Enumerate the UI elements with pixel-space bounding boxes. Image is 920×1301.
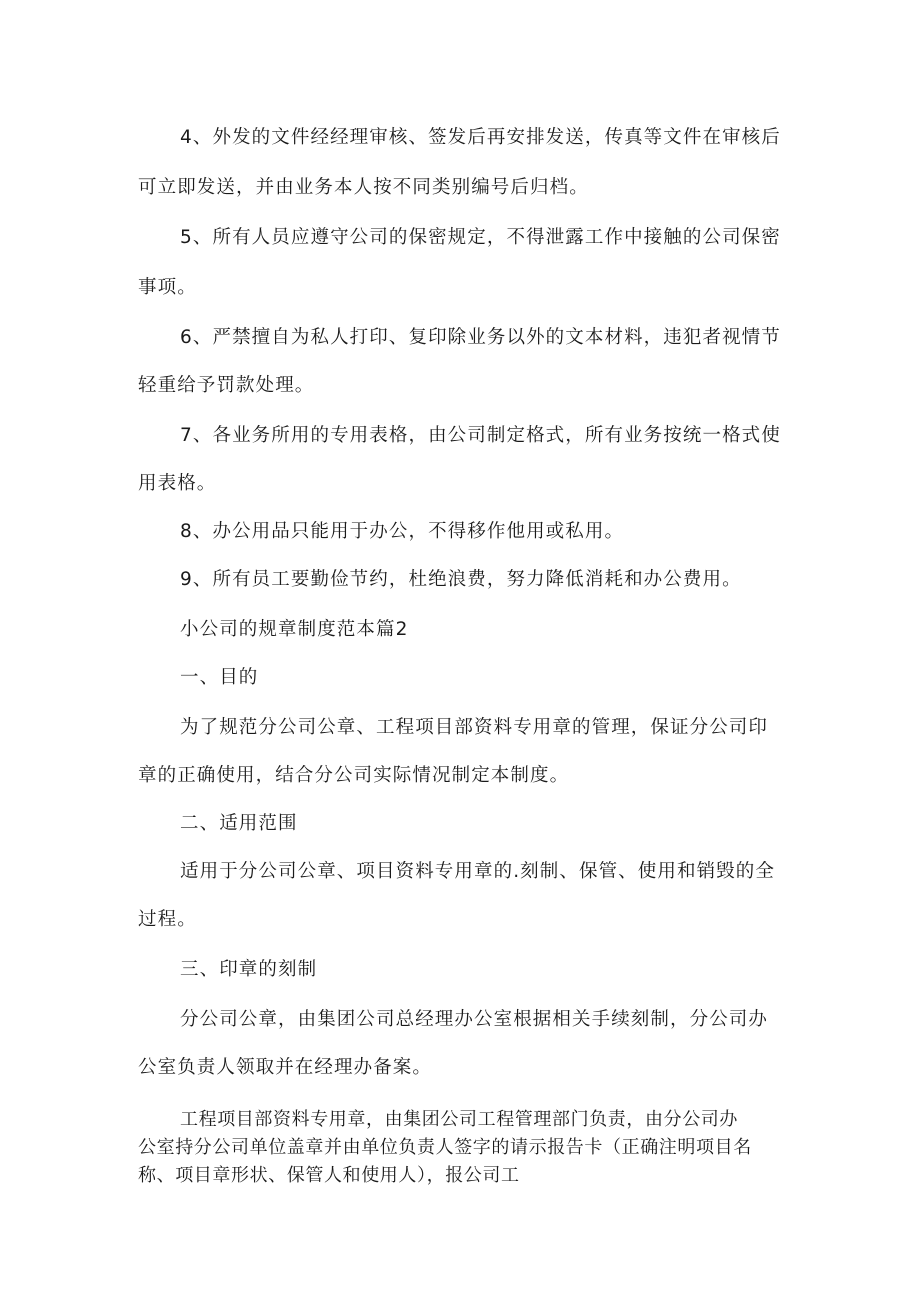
- list-item-9: 9、所有员工要勤俭节约，杜绝浪费，努力降低消耗和办公费用。: [180, 569, 742, 590]
- list-item-4-line-1: 4、外发的文件经经理审核、签发后再安排发送，传真等文件在审核后: [180, 127, 781, 148]
- list-item-7-line-2: 用表格。: [138, 473, 217, 494]
- paragraph-4-line-2: 公室持分公司单位盖章并由单位负责人签字的请示报告卡（正确注明项目名: [138, 1137, 752, 1158]
- paragraph-4-line-3: 称、项目章形状、保管人和使用人），报公司工: [138, 1165, 520, 1186]
- paragraph-3-line-1: 分公司公章，由集团公司总经理办公室根据相关手续刻制，分公司办: [180, 1009, 769, 1030]
- heading-seal-making: 三、印章的刻制: [180, 959, 318, 980]
- paragraph-1-line-1: 为了规范分公司公章、工程项目部资料专用章的管理，保证分公司印: [180, 717, 769, 738]
- heading-purpose: 一、目的: [180, 667, 259, 688]
- list-item-5-line-1: 5、所有人员应遵守公司的保密规定，不得泄露工作中接触的公司保密: [180, 227, 781, 248]
- paragraph-2-line-2: 过程。: [138, 909, 197, 930]
- paragraph-1-line-2: 章的正确使用，结合分公司实际情况制定本制度。: [138, 765, 570, 786]
- paragraph-2-line-1: 适用于分公司公章、项目资料专用章的.刻制、保管、使用和销毁的全: [180, 861, 775, 882]
- paragraph-4-line-1: 工程项目部资料专用章，由集团公司工程管理部门负责，由分公司办: [180, 1109, 738, 1130]
- list-item-6-line-2: 轻重给予罚款处理。: [138, 375, 315, 396]
- heading-scope: 二、适用范围: [180, 813, 298, 834]
- list-item-8: 8、办公用品只能用于办公，不得移作他用或私用。: [180, 521, 625, 542]
- section-title: 小公司的规章制度范本篇2: [180, 619, 409, 640]
- paragraph-3-line-2: 公室负责人领取并在经理办备案。: [138, 1057, 433, 1078]
- list-item-6-line-1: 6、严禁擅自为私人打印、复印除业务以外的文本材料，违犯者视情节: [180, 327, 781, 348]
- list-item-7-line-1: 7、各业务所用的专用表格，由公司制定格式，所有业务按统一格式使: [180, 425, 781, 446]
- list-item-5-line-2: 事项。: [138, 277, 197, 298]
- list-item-4-line-2: 可立即发送，并由业务本人按不同类别编号后归档。: [138, 177, 589, 198]
